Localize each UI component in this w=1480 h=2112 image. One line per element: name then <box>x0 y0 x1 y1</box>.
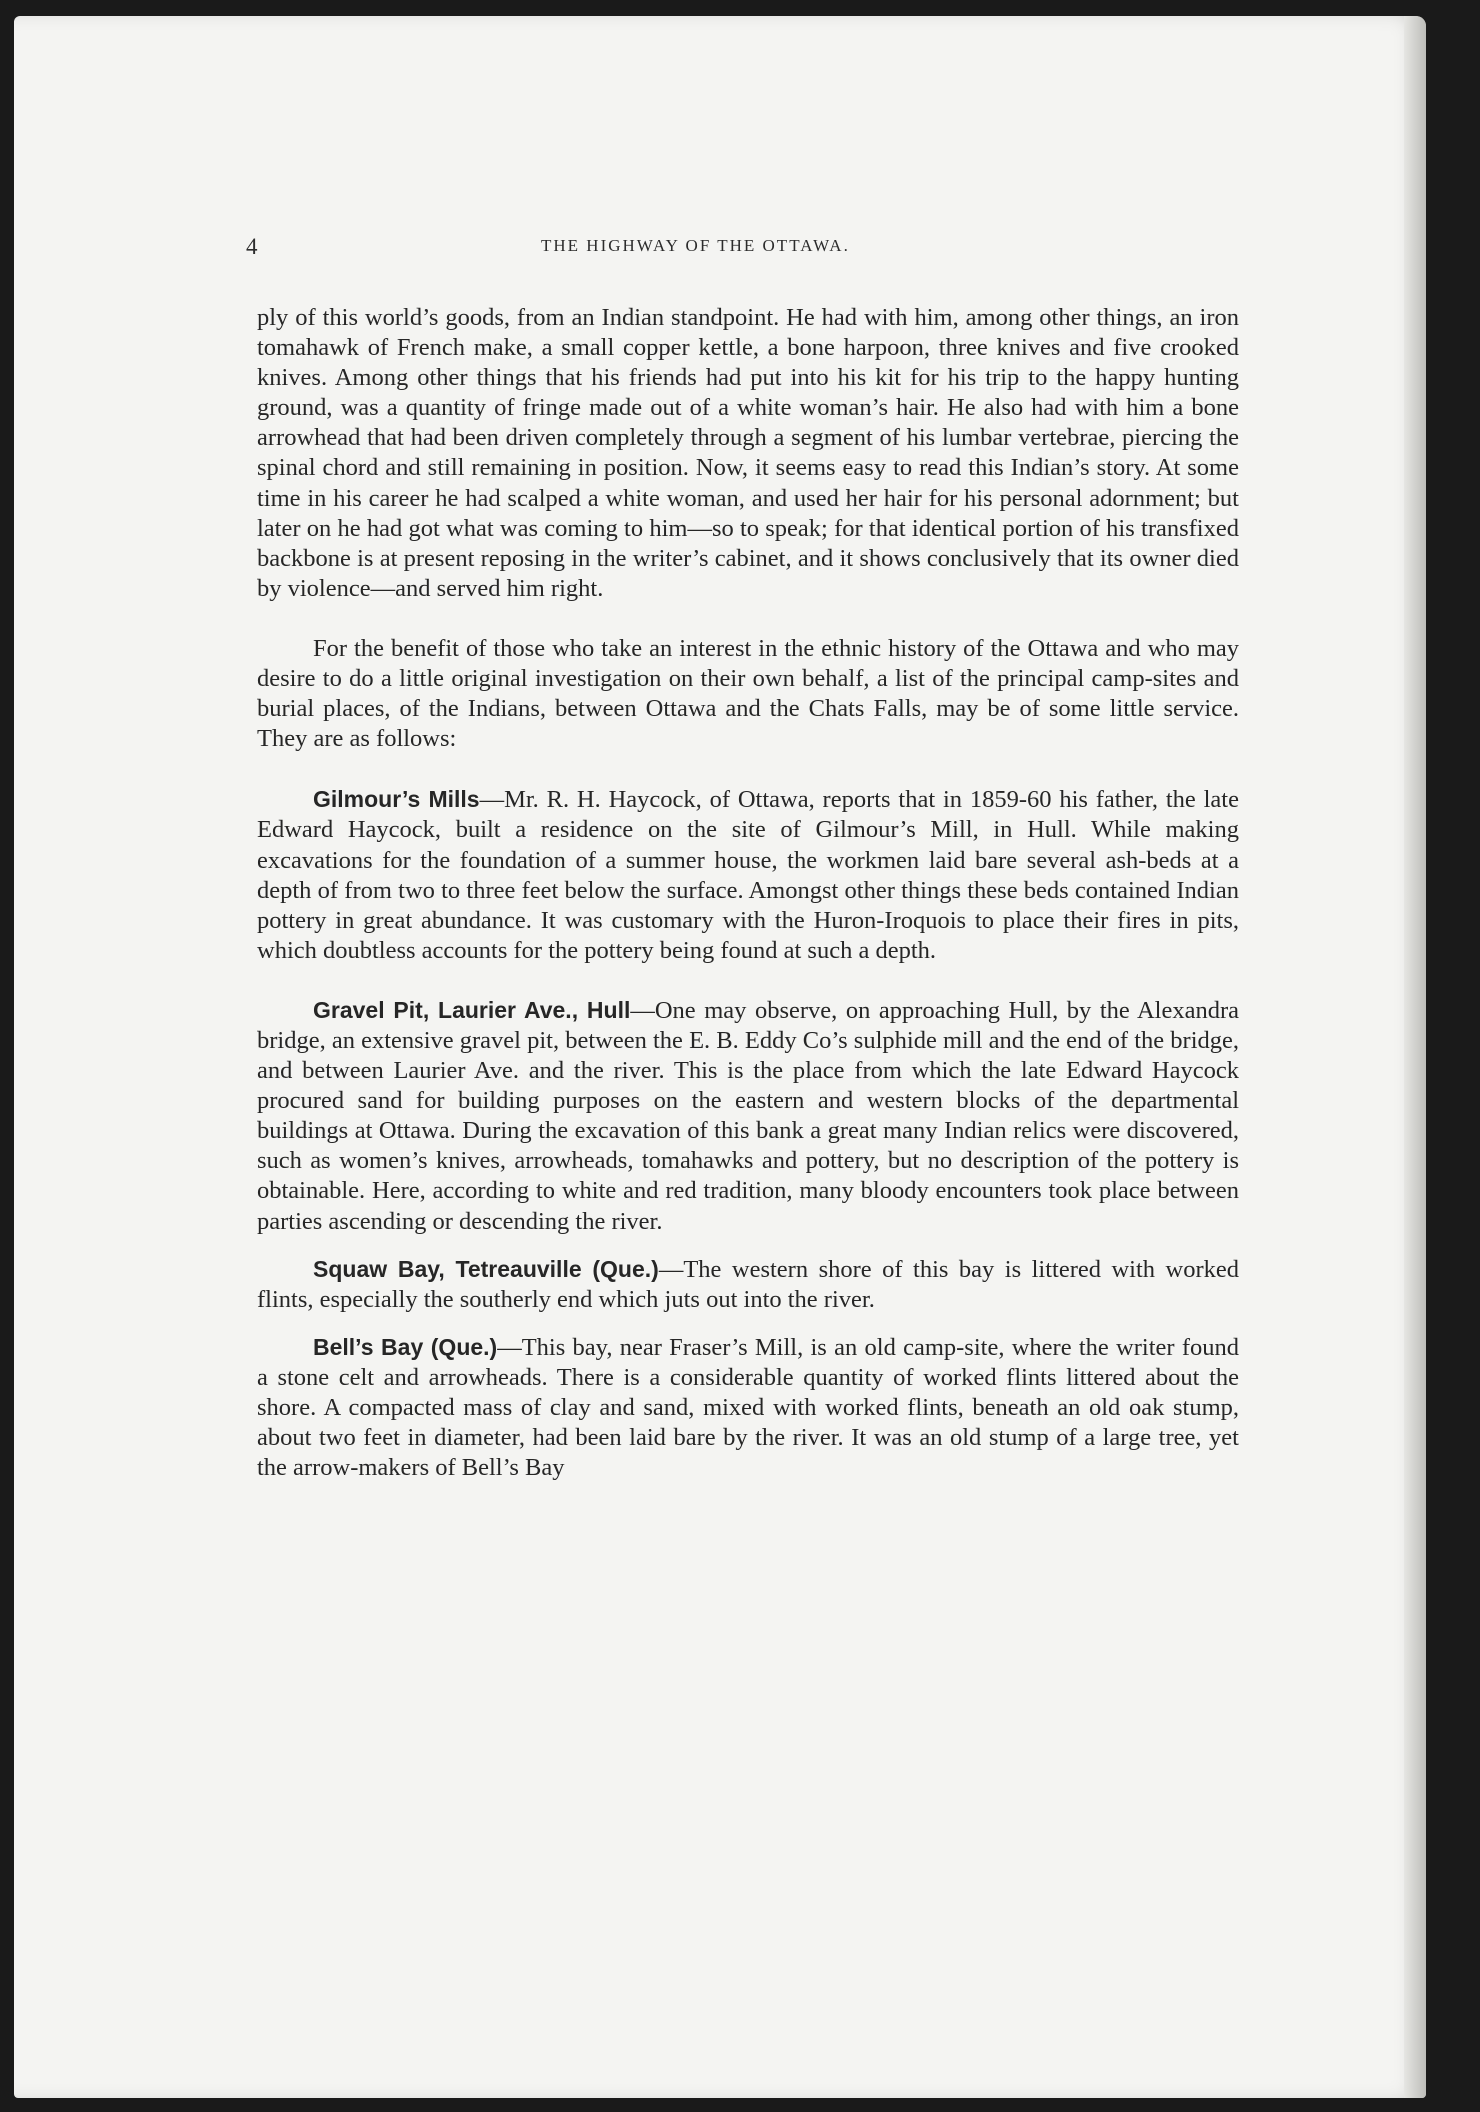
page-fold-shadow <box>1404 16 1426 2098</box>
entry-gravel-pit <box>257 995 1239 1237</box>
entry-text: —This bay, near Fraser’s Mill, is an old camp-site, where the writer found a stone celt and arrowheads. There is a considerable quantity of worked flints littered about the shore. A compacted mass of clay and sand, mixed with worked flints, beneath an old oak stump, about two feet in diameter, had been laid bare by the river. It was an old stump of a large tree, yet the arrow-makers of Bell’s Bay <box>257 1333 1239 1482</box>
entry-text: —The western shore of this bay is littered with worked flints, especially the southerly end which juts out into the river. <box>257 1255 1239 1313</box>
entry-bells-bay <box>257 1332 1239 1483</box>
entry-heading: Bell’s Bay (Que.) <box>313 1333 498 1360</box>
paragraph-text: For the benefit of those who take an interest in the ethnic history of the Ottawa and who may desire to do a little original investigation on their own behalf, a list of the principal camp-sites and burial places, of the Indians, between Ottawa and the Chats Falls, may be of some little service. They are as follows: <box>257 634 1239 753</box>
paragraph-text: ply of this world’s goods, from an Indian standpoint. He had with him, among other things, an iron tomahawk of French make, a small copper kettle, a bone harpoon, three knives and five crooked knives. Among other things that his friends had put into his kit for his trip to the happy hunting ground, was a quantity of fringe made out of a white woman’s hair. He also had with him a bone arrowhead that had been driven completely through a segment of his lumbar vertebrae, piercing the spinal chord and still remaining in position. Now, it seems easy to read this Indian’s story. At some time in his career he had scalped a white woman, and used her hair for his personal adornment; but later on he had got what was coming to him—so to speak; for that identical portion of his transfixed backbone is at present reposing in the writer’s cabinet, and it shows conclusively that its owner died by violence—and served him right. <box>257 304 1239 602</box>
entry-heading: Gravel Pit, Laurier Ave., Hull <box>313 996 631 1023</box>
running-head <box>246 234 1246 264</box>
entry-heading: Squaw Bay, Tetreauville (Que.) <box>313 1255 659 1282</box>
body-text <box>257 303 1239 1483</box>
entry-squaw-bay <box>257 1254 1239 1315</box>
paragraph-continuation <box>257 303 1239 604</box>
page-number: 4 <box>246 234 258 259</box>
paragraph-introduction <box>257 634 1239 754</box>
entry-gilmours-mills <box>257 784 1239 966</box>
running-title: THE HIGHWAY OF THE OTTAWA. <box>541 236 850 255</box>
entry-text: —One may observe, on approaching Hull, by the Alexandra bridge, an extensive gravel pit, between the E. B. Eddy Co’s sulphide mill and the end of the bridge, and between Laurier Ave. and the river. This is the place from which the late Edward Haycock procured sand for building purposes on the eastern and western blocks of the departmental buildings at Ottawa. During the excavation of this bank a great many Indian relics were discovered, such as women’s knives, arrowheads, tomahawks and pottery, but no description of the pottery is obtainable. Here, according to white and red tradition, many bloody encounters took place between parties ascending or descending the river. <box>257 996 1240 1235</box>
entry-heading: Gilmour’s Mills <box>313 786 480 813</box>
scanned-page <box>14 16 1426 2098</box>
entry-text: —Mr. R. H. Haycock, of Ottawa, reports that in 1859-60 his father, the late Edward Haycock, built a residence on the site of Gilmour’s Mill, in Hull. While making excavations for the foundation of a summer house, the workmen laid bare several ash-beds at a depth of from two to three feet below the surface. Amongst other things these beds contained Indian pottery in great abundance. It was customary with the Huron-Iroquois to place their fires in pits, which doubtless accounts for the pottery being found at such a depth. <box>257 786 1239 964</box>
